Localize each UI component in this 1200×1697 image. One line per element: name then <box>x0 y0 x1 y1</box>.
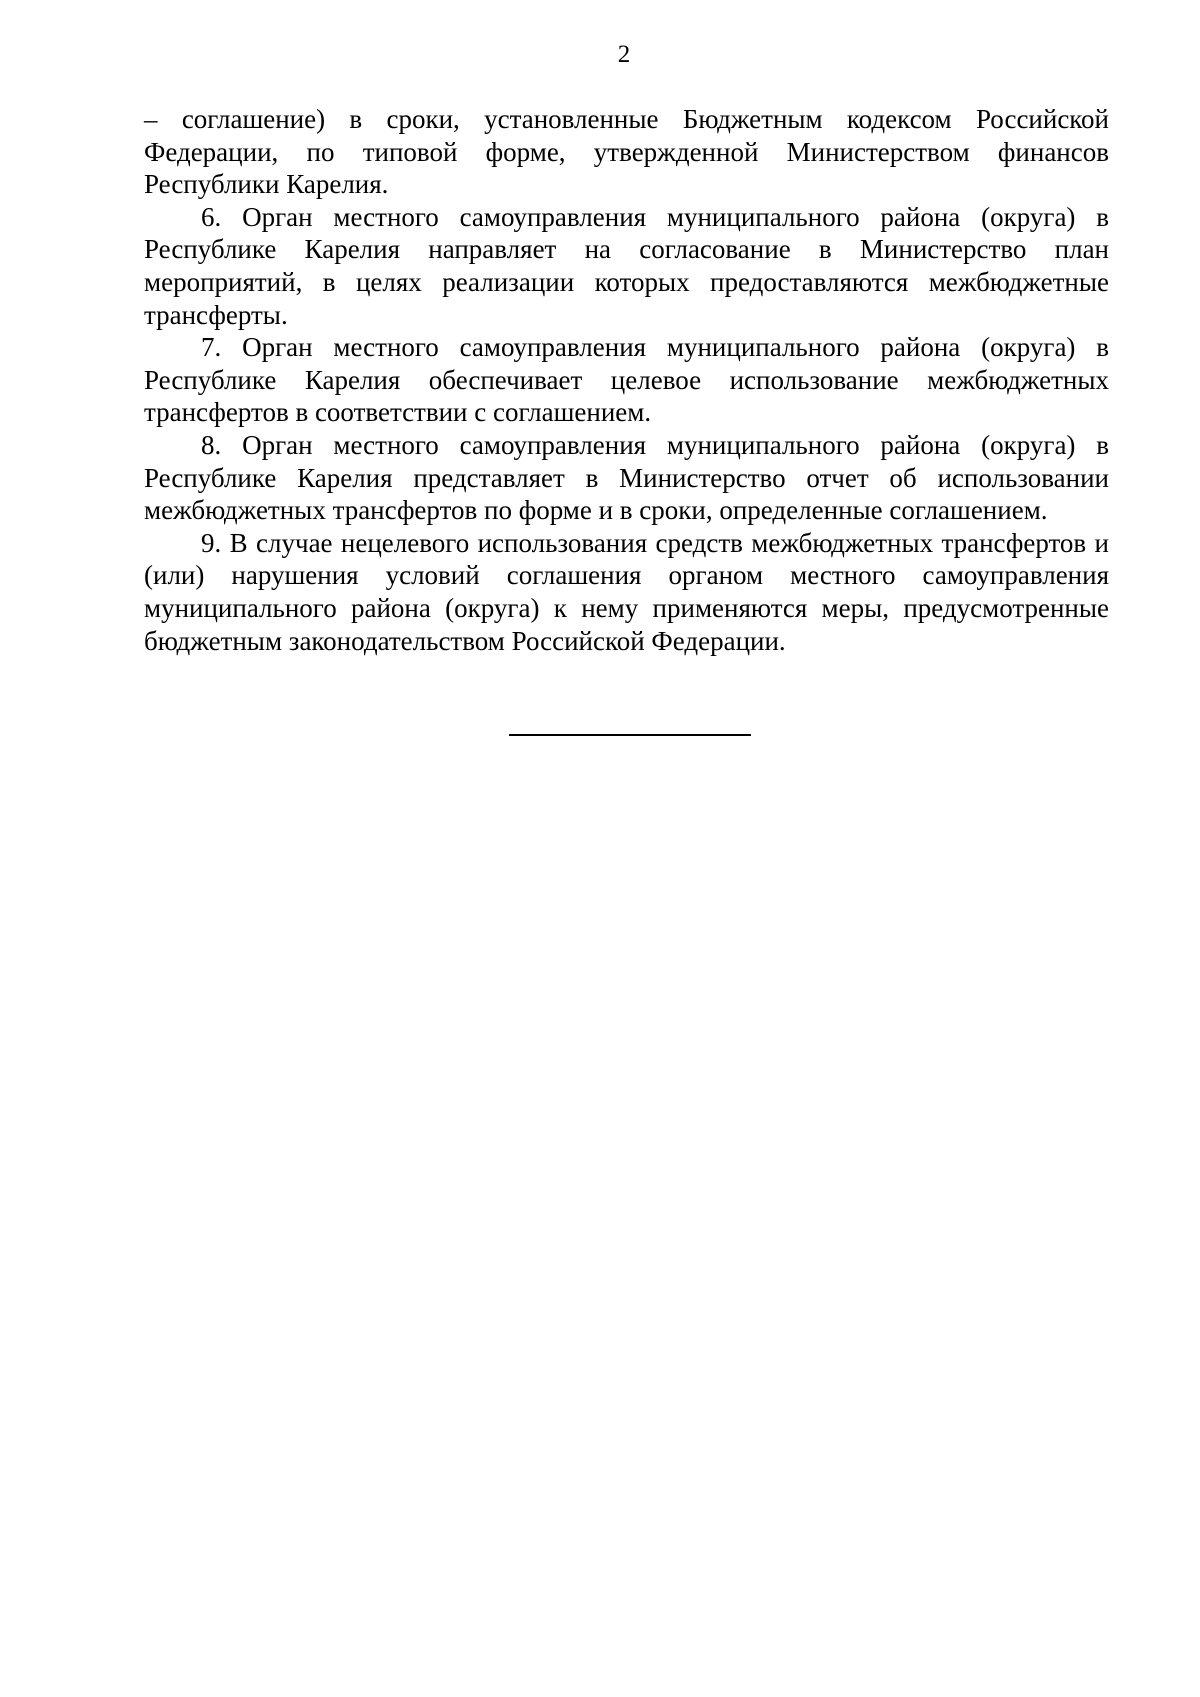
page-number: 2 <box>617 41 631 68</box>
paragraph-continuation: – соглашение) в сроки, установленные Бюджетным кодексом Российской Федерации, по типовой форме, утвержденной Министерством финансов Республики Карелия. <box>144 104 1109 200</box>
end-of-document-rule <box>509 734 751 736</box>
paragraph-9: 9. В случае нецелевого использования средств межбюджетных трансфертов и (или) нарушения условий соглашения органом местного самоуправления муниципального района (округа) к нему применяются меры, предусмотренные бюджетным законодательством Российской Федерации. <box>144 527 1109 656</box>
paragraph-8: 8. Орган местного самоуправления муниципального района (округа) в Республике Карелия представляет в Министерство отчет об использовании межбюджетных трансфертов по форме и в сроки, определенные соглашением. <box>144 429 1109 526</box>
document-body <box>144 103 1109 657</box>
paragraph-7: 7. Орган местного самоуправления муниципального района (округа) в Республике Карелия обеспечивает целевое использование межбюджетных трансфертов в соответствии с соглашением. <box>144 332 1109 428</box>
paragraph-6: 6. Орган местного самоуправления муниципального района (округа) в Республике Карелия направляет на согласование в Министерство план мероприятий, в целях реализации которых предоставляются межбюджетные трансферты. <box>144 201 1109 330</box>
